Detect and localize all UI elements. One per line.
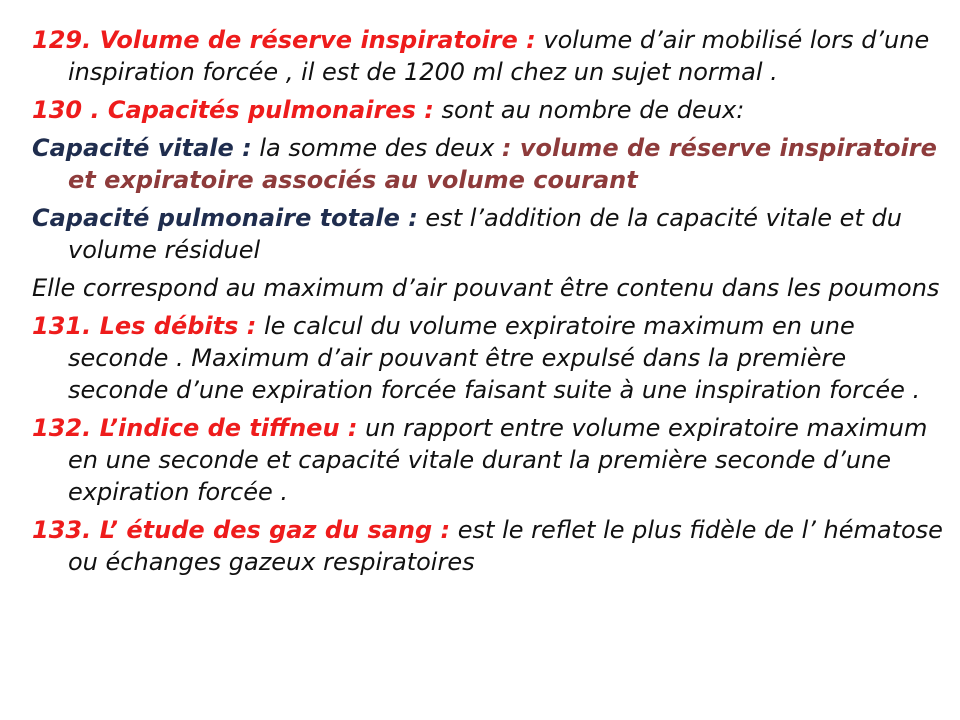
- text-capacite-vitale: la somme des deux: [251, 134, 502, 162]
- heading-131: 131. Les débits :: [32, 312, 257, 340]
- paragraph-129: [32, 24, 944, 88]
- text-maximum-air: Elle correspond au maximum d’air pouvant être contenu dans les poumons: [32, 274, 940, 302]
- paragraph-131: [32, 310, 944, 406]
- paragraph-maximum-air: [32, 272, 944, 304]
- heading-132: 132. L’indice de tiffneu :: [32, 414, 358, 442]
- text-131: le calcul du volume expiratoire maximum en une seconde . Maximum d’air pouvant être expulsé dans la première seconde d’une expiration forcée faisant suite à une inspiration forcée .: [68, 312, 921, 404]
- heading-capacite-totale: Capacité pulmonaire totale :: [32, 204, 418, 232]
- paragraph-capacite-totale: [32, 202, 944, 266]
- paragraph-132: [32, 412, 944, 508]
- heading-133: 133. L’ étude des gaz du sang :: [32, 516, 451, 544]
- text-132: un rapport entre volume expiratoire maximum en une seconde et capacité vitale durant la première seconde d’une expiration forcée .: [68, 414, 928, 506]
- slide-content: [32, 24, 944, 584]
- heading-130: 130 . Capacités pulmonaires :: [32, 96, 434, 124]
- emphasis-capacite-vitale: : volume de réserve inspiratoire et expiratoire associés au volume courant: [68, 134, 937, 194]
- text-129: volume d’air mobilisé lors d’une inspiration forcée , il est de 1200 ml chez un sujet normal .: [68, 26, 930, 86]
- text-133: est le reflet le plus fidèle de l’ hématose ou échanges gazeux respiratoires: [68, 516, 943, 576]
- heading-129: 129. Volume de réserve inspiratoire :: [32, 26, 536, 54]
- text-130: sont au nombre de deux:: [433, 96, 745, 124]
- heading-capacite-vitale: Capacité vitale :: [32, 134, 252, 162]
- paragraph-133: [32, 514, 944, 578]
- paragraph-130: [32, 94, 944, 126]
- text-capacite-totale: est l’addition de la capacité vitale et du volume résiduel: [68, 204, 902, 264]
- paragraph-capacite-vitale: [32, 132, 944, 196]
